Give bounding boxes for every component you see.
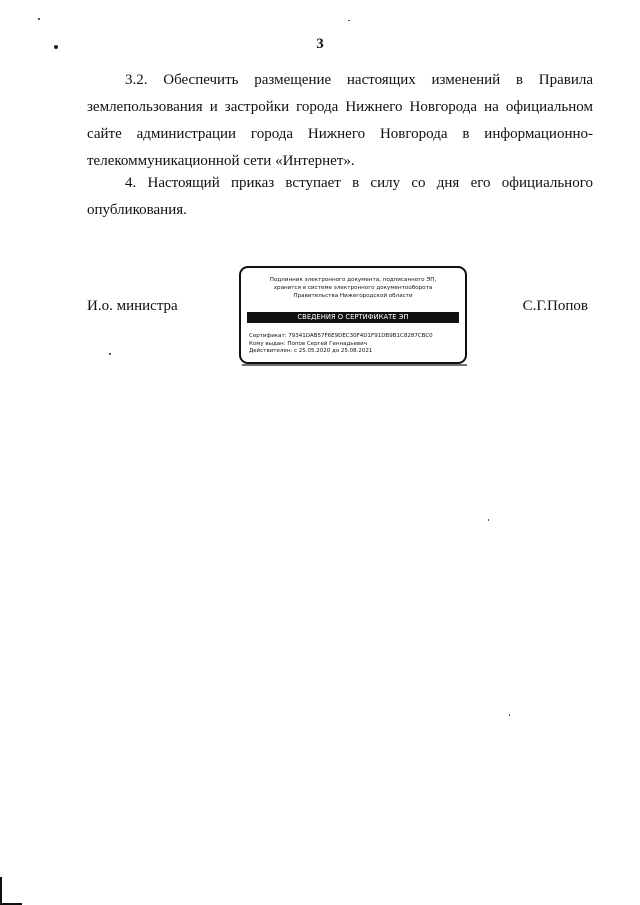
scan-speck	[348, 20, 350, 21]
signer-name: С.Г.Попов	[522, 298, 588, 314]
stamp-details	[249, 333, 459, 356]
stamp-certificate-row	[249, 333, 459, 341]
stamp-valid-row	[249, 348, 459, 356]
valid-value: с 25.05.2020 до 25.08.2021	[294, 348, 373, 354]
stamp-header-line: хранится в системе электронного документооборота	[273, 285, 433, 291]
paragraph-4: 4. Настоящий приказ вступает в силу со дня его официального опубликования.	[87, 175, 593, 218]
scan-speck	[109, 353, 111, 355]
scan-speck	[509, 714, 510, 716]
paragraph-3-2: 3.2. Обеспечить размещение настоящих изменений в Правила землепользования и застройки города Нижнего Новгорода на официальном сайте администрации города Нижнего Новгорода в информационно-телекоммуникационной сети «Интернет».	[87, 72, 593, 169]
issued-to-label: Кому выдан:	[249, 340, 286, 347]
scan-speck	[488, 519, 489, 521]
issued-to-value: Попов Сергей Геннадьевич	[287, 340, 367, 347]
certificate-value: 79341DAB57F6E9DEC30F4D1F91DB9B1C8287CBC0	[288, 333, 433, 339]
page-number: 3	[316, 36, 324, 52]
stamp-header-line: Правительства Нижегородской области	[293, 293, 413, 299]
stamp-header-line: Подлинник электронного документа, подписанного ЭП,	[269, 277, 437, 283]
electronic-signature-stamp	[239, 266, 467, 364]
scan-speck	[54, 45, 58, 49]
stamp-header	[247, 276, 459, 300]
stamp-scan-shadow	[242, 364, 467, 366]
stamp-certificate-title-bar: СВЕДЕНИЯ О СЕРТИФИКАТЕ ЭП	[247, 312, 459, 323]
signer-position-title: И.о. министра	[87, 298, 178, 314]
valid-label: Действителен:	[249, 348, 293, 354]
scan-edge-line	[0, 877, 2, 905]
scan-speck	[38, 18, 40, 20]
stamp-issued-to-row	[249, 341, 459, 349]
certificate-label: Сертификат:	[249, 333, 287, 339]
